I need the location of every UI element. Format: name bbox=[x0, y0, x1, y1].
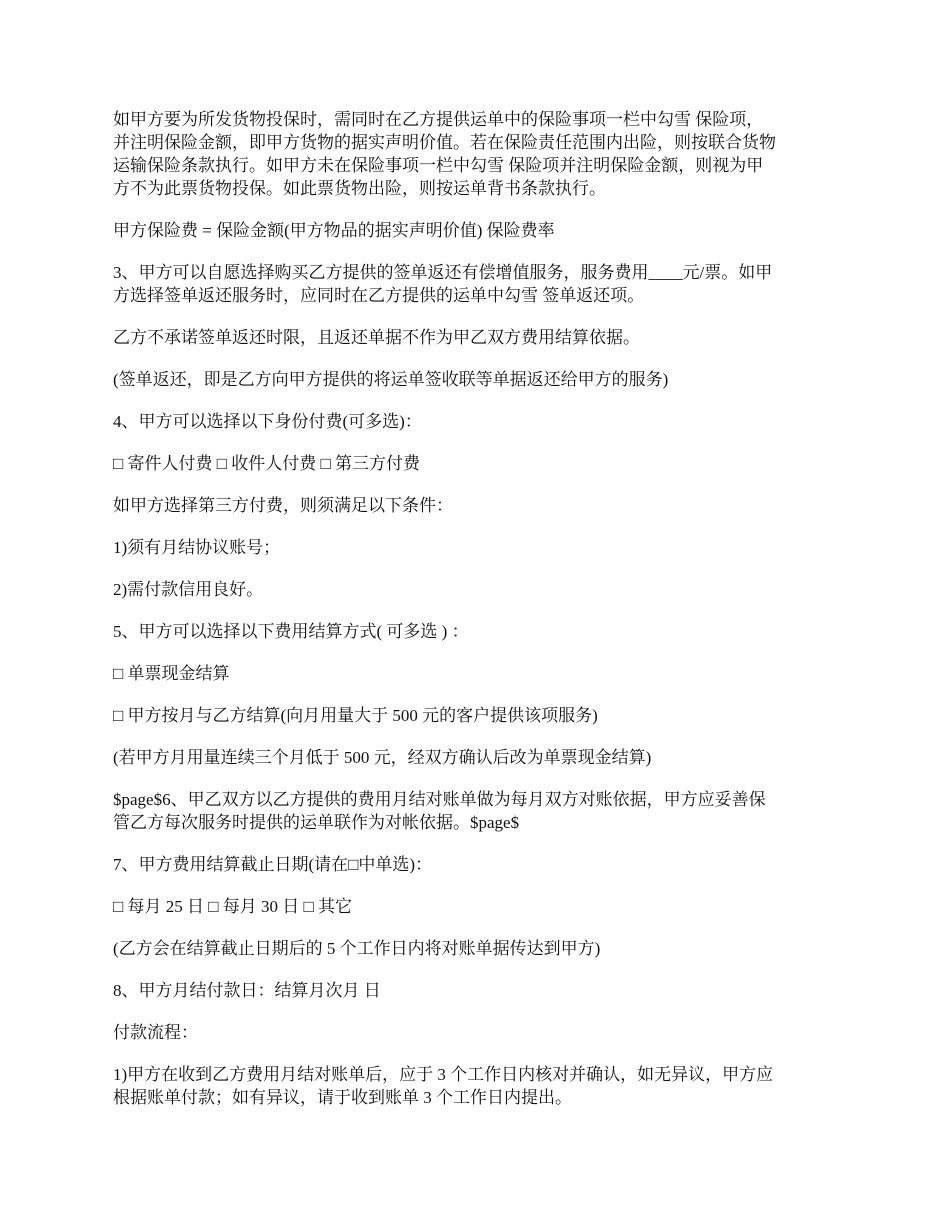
paragraph bbox=[113, 895, 838, 918]
text-line: (若甲方月用量连续三个月低于 500 元，经双方确认后改为单票现金结算) bbox=[113, 748, 652, 767]
paragraph bbox=[113, 788, 838, 834]
text-line: 方选择签单返还服务时，应同时在乙方提供的运单中勾雪 签单返还项。 bbox=[113, 286, 645, 305]
text-line: 运输保险条款执行。如甲方未在保险事项一栏中勾雪 保险项并注明保险金额，则视为甲 bbox=[113, 156, 764, 175]
text-line: □ 每月 25 日 □ 每月 30 日 □ 其它 bbox=[113, 897, 353, 916]
text-line: 如甲方选择第三方付费，则须满足以下条件： bbox=[113, 496, 453, 515]
text-line: 如甲方要为所发货物投保时，需同时在乙方提供运单中的保险事项一栏中勾雪 保险项， bbox=[113, 110, 764, 129]
text-line: 甲方保险费 = 保险金额(甲方物品的据实声明价值) 保险费率 bbox=[113, 221, 555, 240]
text-line: 7、甲方费用结算截止日期(请在□中单选)： bbox=[113, 855, 433, 874]
paragraph bbox=[113, 578, 838, 601]
paragraph bbox=[113, 704, 838, 727]
paragraph bbox=[113, 410, 838, 433]
paragraph bbox=[113, 1021, 838, 1044]
paragraph bbox=[113, 536, 838, 559]
text-line: 3、甲方可以自愿选择购买乙方提供的签单返还有偿增值服务，服务费用____元/票。如甲 bbox=[113, 263, 773, 282]
text-line: $page$6、甲乙双方以乙方提供的费用月结对账单做为每月双方对账依据，甲方应妥善保 bbox=[113, 790, 766, 809]
paragraph bbox=[113, 261, 838, 307]
paragraph bbox=[113, 937, 838, 960]
paragraph bbox=[113, 108, 838, 200]
text-line: 8、甲方月结付款日：结算月次月 日 bbox=[113, 981, 381, 1000]
text-line: □ 单票现金结算 bbox=[113, 664, 230, 683]
text-line: □ 甲方按月与乙方结算(向月用量大于 500 元的客户提供该项服务) bbox=[113, 706, 598, 725]
text-line: 管乙方每次服务时提供的运单联作为对帐依据。$page$ bbox=[113, 813, 520, 832]
paragraph bbox=[113, 662, 838, 685]
paragraph bbox=[113, 853, 838, 876]
paragraph bbox=[113, 979, 838, 1002]
text-line: 乙方不承诺签单返还时限，且返还单据不作为甲乙双方费用结算依据。 bbox=[113, 328, 640, 347]
text-line: 5、甲方可以选择以下费用结算方式( 可多选 ) ： bbox=[113, 622, 469, 641]
paragraph bbox=[113, 494, 838, 517]
paragraph bbox=[113, 746, 838, 769]
paragraph bbox=[113, 326, 838, 349]
text-line: (签单返还，即是乙方向甲方提供的将运单签收联等单据返还给甲方的服务) bbox=[113, 370, 669, 389]
text-line: 并注明保险金额，即甲方货物的据实声明价值。若在保险责任范围内出险，则按联合货物 bbox=[113, 133, 776, 152]
text-line: 4、甲方可以选择以下身份付费(可多选)： bbox=[113, 412, 422, 431]
text-line: 根据账单付款；如有异议，请于收到账单 3 个工作日内提出。 bbox=[113, 1088, 572, 1107]
text-line: 2)需付款信用良好。 bbox=[113, 580, 264, 599]
paragraph bbox=[113, 219, 838, 242]
paragraph bbox=[113, 620, 838, 643]
text-line: (乙方会在结算截止日期后的 5 个工作日内将对账单据传达到甲方) bbox=[113, 939, 601, 958]
text-line: 1)甲方在收到乙方费用月结对账单后，应于 3 个工作日内核对并确认，如无异议，甲方应 bbox=[113, 1065, 774, 1084]
text-line: □ 寄件人付费 □ 收件人付费 □ 第三方付费 bbox=[113, 454, 421, 473]
paragraph bbox=[113, 452, 838, 475]
document-body bbox=[113, 108, 838, 1128]
text-line: 方不为此票货物投保。如此票货物出险，则按运单背书条款执行。 bbox=[113, 179, 606, 198]
text-line: 付款流程： bbox=[113, 1023, 198, 1042]
paragraph bbox=[113, 368, 838, 391]
text-line: 1)须有月结协议账号； bbox=[113, 538, 281, 557]
paragraph bbox=[113, 1063, 838, 1109]
